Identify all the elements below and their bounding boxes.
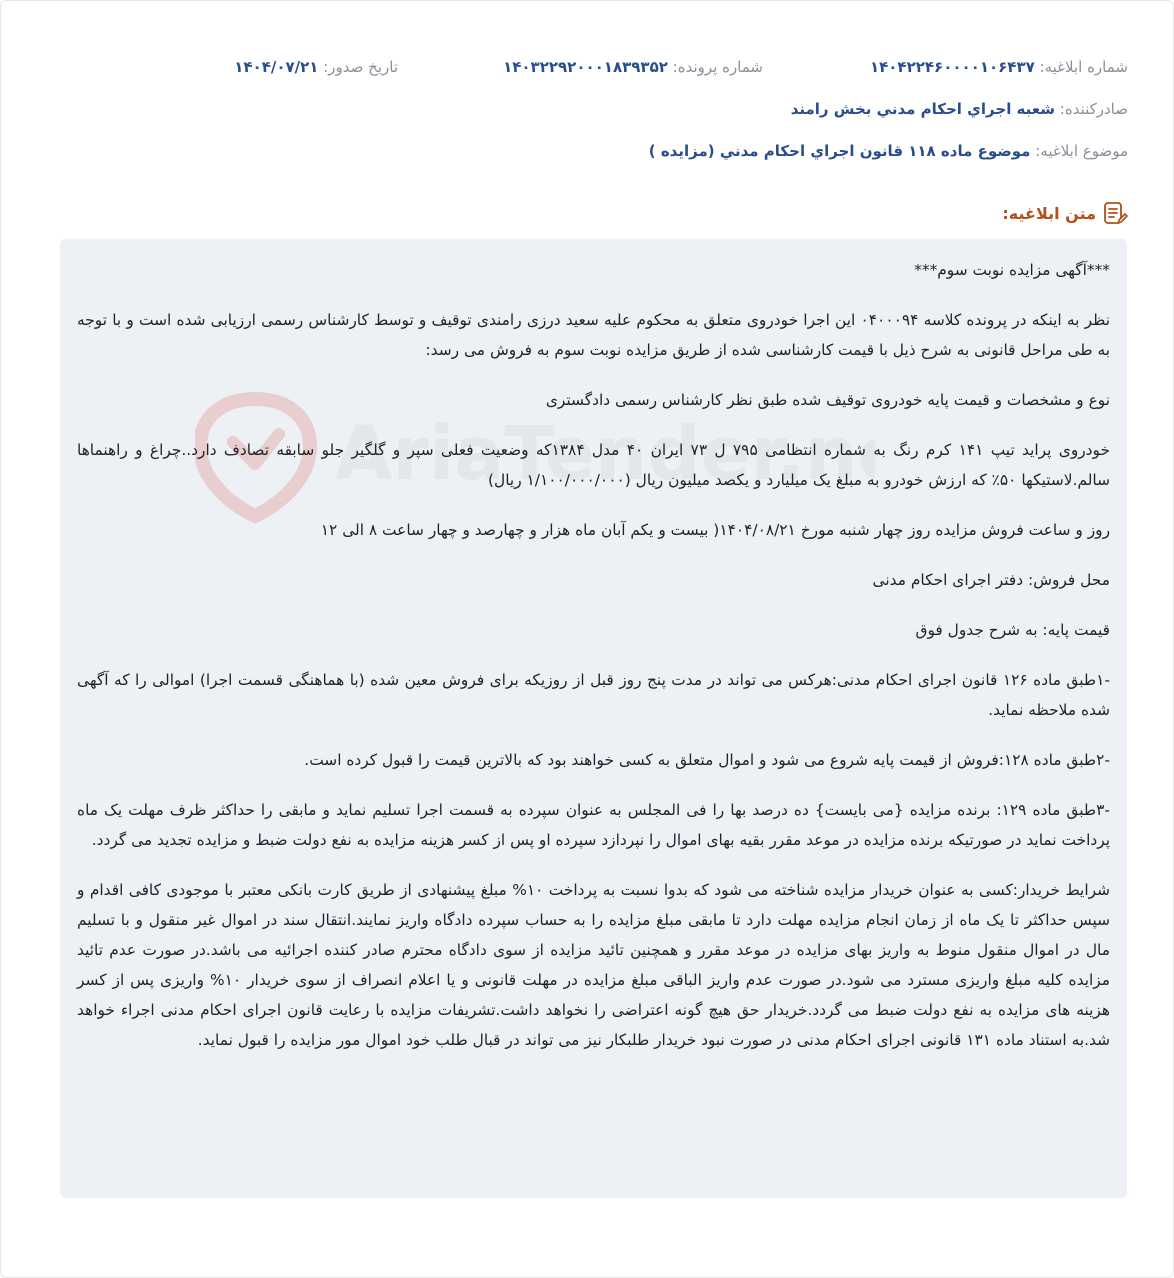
notice-subject [649, 142, 1128, 160]
notice-number-label: شماره ابلاغیه: [1039, 58, 1128, 76]
case-number-value: ۱۴۰۳۲۲۹۲۰۰۰۱۸۳۹۳۵۲ [503, 58, 668, 76]
notice-body-panel [60, 239, 1127, 1198]
section-title-label: متن ابلاغیه: [1002, 203, 1096, 223]
body-paragraph: -۱طبق ماده ۱۲۶ قانون اجرای احکام مدنی:هرکس می تواند در مدت پنج روز قبل از روزیکه برای فروش معین شده (با هماهنگی قسمت اجرا) اموالی را که آگهی شده ملاحظه نماید. [77, 671, 1111, 719]
issue-date-label: تاریخ صدور: [323, 58, 398, 76]
case-number [503, 58, 763, 76]
body-paragraph: ***آگهی مزایده نوبت سوم*** [914, 261, 1110, 279]
watermark-text: AriaTender.n [335, 411, 858, 497]
body-paragraph: -۲طبق ماده ۱۲۸:فروش از قیمت پایه شروع می شود و اموال متعلق به کسی خواهند بود که بالاترین قیمت را قبول کرده است. [304, 751, 1110, 769]
notice-number [870, 58, 1128, 76]
body-paragraph: روز و ساعت فروش مزایده روز چهار شنبه مورخ ۱۴۰۴/۰۸/۲۱( بیست و یکم آبان ماه هزار و چهارصد و چهار ساعت ۸ الی ۱۲ [320, 521, 1110, 539]
issue-date [234, 58, 398, 76]
section-title [1002, 200, 1128, 226]
document-text-icon [1102, 200, 1128, 226]
body-paragraph: نظر به اینکه در پرونده کلاسه ۰۴۰۰۰۹۴ این اجرا خودروی متعلق به محکوم علیه سعید درزی رامندی توقیف و توسط کارشناس رسمی ارزیابی شده است و با توجه به طی مراحل قانونی به شرح ذیل با قیمت کارشناسی شده از طریق مزایده نوبت سوم به فروش می رسد: [77, 311, 1110, 359]
subject-label: موضوع ابلاغیه: [1035, 142, 1128, 160]
body-paragraph: نوع و مشخصات و قیمت پایه خودروی توقیف شده طبق نظر کارشناس رسمی دادگستری [545, 391, 1110, 409]
body-paragraph: محل فروش: دفتر اجرای احکام مدنی [872, 571, 1110, 589]
issuer-value: شعبه اجراي احكام مدني بخش رامند [790, 100, 1055, 118]
issuer [791, 100, 1128, 118]
issue-date-value: ۱۴۰۴/۰۷/۲۱ [234, 58, 319, 76]
body-paragraph: خودروی پراید تیپ ۱۴۱ کرم رنگ به شماره انتظامی ۷۹۵ ل ۷۳ ایران ۴۰ مدل ۱۳۸۴که وضعیت فعلی سپر و گلگیر جلو سابقه تصادف دارد..چراغ و راهنماها سالم.لاستیکها ۵۰٪ که ارزش خودرو به مبلغ یک میلیارد و یکصد میلیون ریال (۱/۱۰۰/۰۰۰/۰۰۰ ریال) [77, 441, 1111, 489]
body-paragraph: قیمت پایه: به شرح جدول فوق [915, 621, 1110, 639]
notice-number-value: ۱۴۰۴۲۲۴۶۰۰۰۰۱۰۶۴۳۷ [869, 58, 1035, 76]
case-number-label: شماره پرونده: [672, 58, 763, 76]
body-paragraph: شرایط خریدار:کسی به عنوان خریدار مزایده شناخته می شود که بدوا نسبت به پرداخت ۱۰% مبلغ پیشنهادی از طریق کارت بانکی معتبر با موجودی کافی اقدام و سپس حداکثر تا یک ماه از زمان انجام مزایده مهلت دارد تا مابقی مبلغ مزایده را به حساب سپرده دادگاه واریز نمایند.انتقال سند در اموال غیر منقول و با تسلیم مال در اموال منقول منوط به واریز بهای مزایده در موعد مقرر و همچنین تائید مزایده از سوی دادگاه محترم صادر کننده اجرائیه می باشد.در صورت عدم تائید مزایده کلیه مبلغ واریزی مسترد می شود.در صورت عدم واریز الباقی مبلغ مزایده در مهلت قانونی و یا اعلام انصراف از سوی خریدار ۱۰% واریزی پس از کسر هزینه های مزایده به نفع دولت ضبط می گردد.خریدار حق هیچ گونه اعتراضی را نخواهد داشت.تشریفات مزایده با رعایت قانون اجرای احکام مدنی اجراء خواهد شد.به استناد ماده ۱۳۱ قانونی اجرای احکام مدنی در صورت نبود خریدار طلبکار نیز می تواند در قبال طلب خود اموال مور مزایده را قبول نماید. [77, 881, 1110, 1049]
notice-body [77, 255, 1110, 1055]
subject-value: موضوع ماده ۱۱۸ قانون اجراي احكام مدني (مزايده ) [648, 142, 1031, 160]
body-paragraph: -۳طبق ماده ۱۲۹: برنده مزایده {می بایست} ده درصد بها را فی المجلس به عنوان سپرده به قسمت اجرا تسلیم نماید و مابقی را حداکثر ظرف مهلت یک ماه پرداخت نماید در صورتیکه برنده مزایده در موعد مقرر بقیه بهای اموال را نپردازد سپرده او پس از کسر هزینه مزایده به نفع دولت ضبط و مزایده تجدید می گردد. [77, 801, 1110, 849]
issuer-label: صادرکننده: [1059, 100, 1128, 118]
